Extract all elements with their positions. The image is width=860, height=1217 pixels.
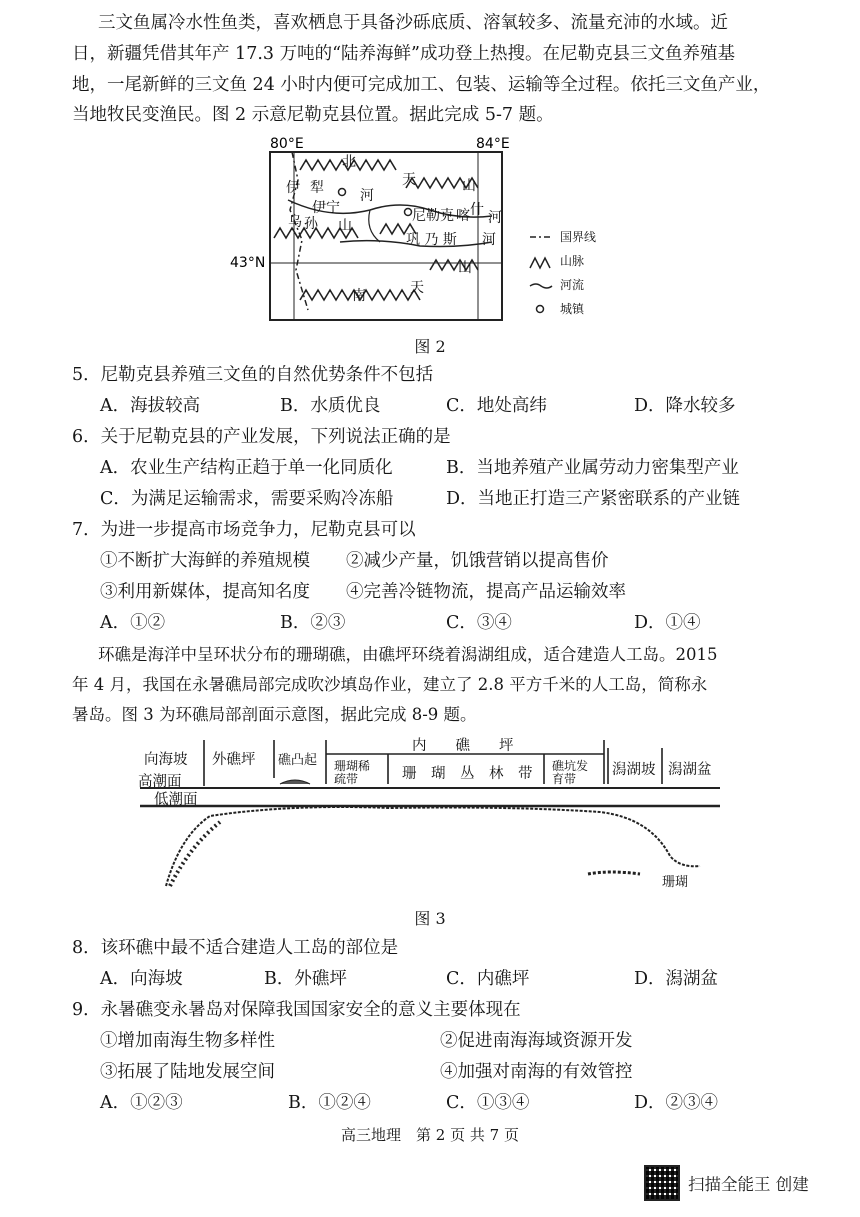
map-label-he2: 河 (488, 210, 502, 226)
q9-item-3: ③拓展了陆地发展空间 (100, 1062, 275, 1082)
map-label-bei: 北 (342, 154, 356, 170)
figure-2-caption: 图 2 (414, 337, 446, 356)
q5-option-c: C．地处高纬 (446, 396, 547, 416)
passage2-line-3: 暑岛。图 3 为环礁局部剖面示意图，据此完成 8-9 题。 (72, 705, 477, 724)
map-label-gongnaisi: 巩 乃 斯 (406, 232, 457, 248)
map-label-yining: 伊宁 (312, 200, 340, 216)
q9-option-d: D．②③④ (634, 1093, 719, 1113)
map-label-tian2: 天 (410, 280, 424, 296)
q9-option-c: C．①③④ (446, 1093, 530, 1113)
map-label-wu: 乌 (288, 214, 302, 230)
q7-option-c: C．③④ (446, 613, 512, 633)
q7-option-b: B．②③ (280, 613, 346, 633)
reef-label-wai-jiao-ping: 外礁坪 (212, 752, 256, 768)
reef-label-shanhu-xishu-2: 疏带 (334, 772, 359, 786)
q9-option-a: A．①②③ (100, 1093, 183, 1113)
map-lon-right: 84°E (476, 136, 510, 152)
q9-item-1: ①增加南海生物多样性 (100, 1031, 275, 1051)
reef-label-jiaokeng-2: 育带 (552, 772, 577, 786)
passage1-line-2: 日，新疆凭借其年产 17.3 万吨的“陆养海鲜”成功登上热搜。在尼勒克县三文鱼养殖基 (72, 44, 735, 64)
map-label-shan2: 山 (338, 218, 352, 234)
reef-label-xihu-pen: 潟湖盆 (668, 762, 712, 778)
legend-river: 河流 (560, 278, 585, 292)
q7-item-3: ③利用新媒体，提高知名度 (100, 582, 310, 602)
reef-label-di-chao-mian: 低潮面 (154, 792, 198, 808)
q8-option-b: B．外礁坪 (264, 969, 347, 989)
q9-item-2: ②促进南海海域资源开发 (440, 1031, 633, 1051)
reef-label-shanhu-conglin: 珊 瑚 丛 林 带 (402, 766, 533, 782)
watermark-text: 扫描全能王 创建 (688, 1175, 809, 1194)
map-label-sun: 孙 (304, 216, 318, 232)
q5-option-b: B．水质优良 (280, 396, 381, 416)
q5-option-d: D．降水较多 (634, 396, 736, 416)
q8-option-a: A．向海坡 (100, 969, 183, 989)
map-label-tian1: 天 (402, 172, 416, 188)
page-footer: 高三地理 第 2 页 共 7 页 (341, 1126, 519, 1144)
map-label-he1: 河 (360, 188, 374, 204)
reef-label-gao-chao-mian: 高潮面 (138, 774, 182, 790)
reef-label-shanhu-xishu-1: 珊瑚稀 (334, 759, 371, 773)
map-lat: 43°N (230, 255, 266, 271)
q8-option-c: C．内礁坪 (446, 969, 530, 989)
q8-stem: 8．该环礁中最不适合建造人工岛的部位是 (72, 938, 399, 958)
q7-stem: 7．为进一步提高市场竞争力，尼勒克县可以 (72, 520, 416, 540)
reef-label-jiao-tu-qi: 礁凸起 (278, 753, 318, 768)
passage1-line-3: 地，一尾新鲜的三文鱼 24 小时内便可完成加工、包装、运输等全过程。依托三文鱼产业， (72, 75, 771, 95)
scanner-watermark (644, 1165, 809, 1201)
q6-option-c: C．为满足运输需求，需要采购冷冻船 (100, 489, 394, 509)
q6-option-d: D．当地正打造三产紧密联系的产业链 (446, 489, 741, 509)
map-label-nileke: 尼勒克 (412, 208, 454, 224)
map-lon-left: 80°E (270, 136, 304, 152)
q7-option-a: A．①② (100, 613, 166, 633)
map-label-li: 犁 (310, 180, 324, 196)
map-label-yi: 伊 (286, 180, 300, 196)
reef-label-shanhu: 珊瑚 (662, 875, 689, 890)
reef-label-xiang-hai-po: 向海坡 (144, 752, 188, 768)
map-label-nan: 南 (352, 288, 366, 304)
reef-label-nei-jiao-ping: 内 礁 坪 (412, 738, 514, 754)
q7-item-1: ①不断扩大海鲜的养殖规模 (100, 551, 310, 571)
figure-3-reef-profile (130, 736, 730, 900)
legend-town: 城镇 (560, 302, 585, 316)
reef-label-xihu-po: 潟湖坡 (612, 762, 656, 778)
q6-option-a: A．农业生产结构正趋于单一化同质化 (100, 458, 393, 478)
q7-item-2: ②减少产量，饥饿营销以提高售价 (346, 551, 609, 571)
q7-item-4: ④完善冷链物流，提高产品运输效率 (346, 582, 626, 602)
q9-item-4: ④加强对南海的有效管控 (440, 1062, 633, 1082)
q5-stem: 5．尼勒克县养殖三文鱼的自然优势条件不包括 (72, 365, 434, 385)
q7-option-d: D．①④ (634, 613, 701, 633)
passage2-line-2: 年 4 月，我国在永暑礁局部完成吹沙填岛作业，建立了 2.8 平方千米的人工岛，简称永 (72, 675, 708, 694)
map-label-ka: 喀 (456, 208, 470, 224)
q9-option-b: B．①②④ (288, 1093, 371, 1113)
passage2-line-1: 环礁是海洋中呈环状分布的珊瑚礁，由礁坪环绕着潟湖组成，适合建造人工岛。2015 (98, 645, 718, 664)
legend-border: 国界线 (560, 230, 597, 244)
map-label-shan3: 山 (458, 260, 472, 276)
figure-2-map (230, 130, 670, 330)
q6-stem: 6．关于尼勒克县的产业发展，下列说法正确的是 (72, 427, 451, 447)
q8-option-d: D．潟湖盆 (634, 969, 719, 989)
map-label-shi: 什 (470, 202, 484, 218)
passage1-line-1: 三文鱼属冷水性鱼类，喜欢栖息于具备沙砾底质、溶氧较多、流量充沛的水域。近 (98, 13, 728, 33)
figure-3-caption: 图 3 (414, 909, 446, 928)
q9-stem: 9．永暑礁变永暑岛对保障我国国家安全的意义主要体现在 (72, 1000, 521, 1020)
qr-code-icon (644, 1165, 680, 1201)
passage1-line-4: 当地牧民变渔民。图 2 示意尼勒克县位置。据此完成 5-7 题。 (72, 105, 554, 125)
q6-option-b: B．当地养殖产业属劳动力密集型产业 (446, 458, 739, 478)
legend-mountain: 山脉 (560, 254, 585, 268)
map-label-shan1: 山 (462, 178, 476, 194)
q5-option-a: A．海拔较高 (100, 396, 201, 416)
reef-label-jiaokeng-1: 礁坑发 (552, 759, 589, 773)
map-label-he3: 河 (482, 232, 496, 248)
